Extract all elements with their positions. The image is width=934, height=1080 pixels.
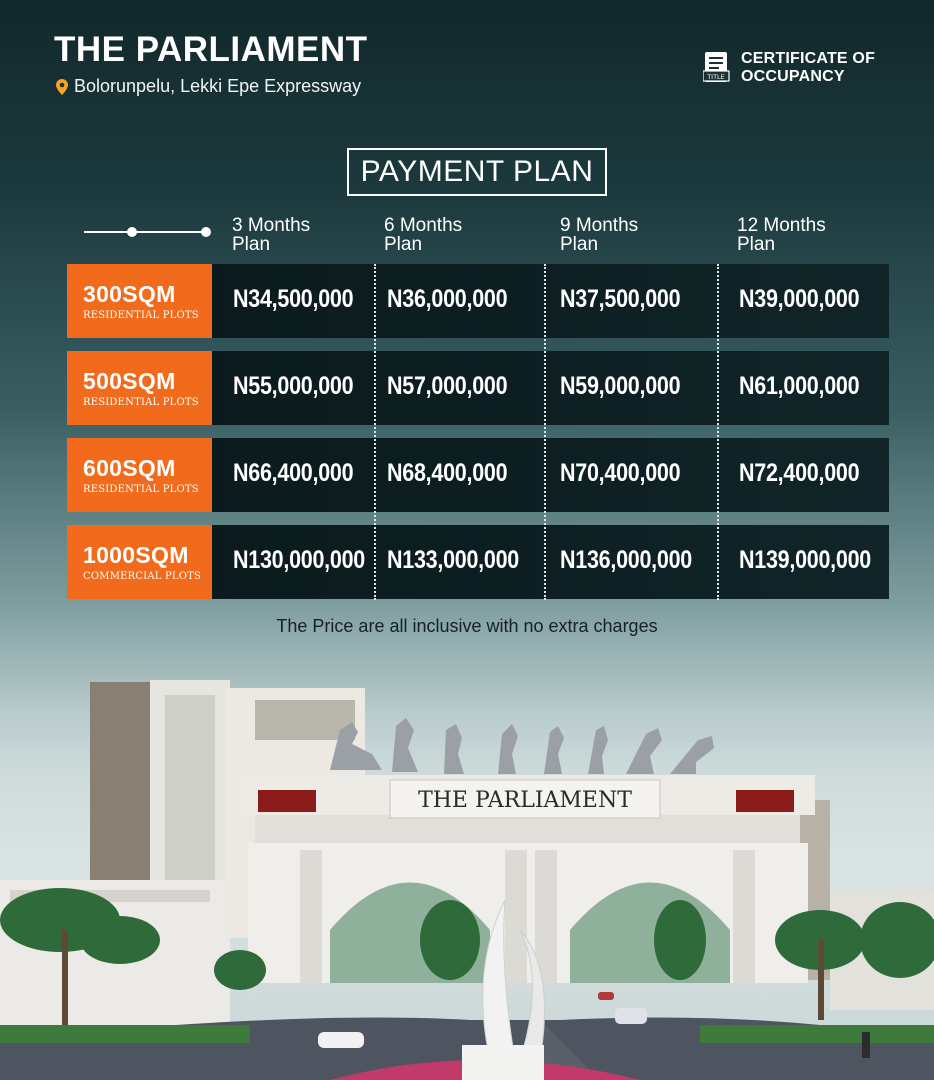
map-pin-icon — [56, 79, 68, 95]
plot-type: RESIDENTIAL PLOTS — [83, 310, 199, 321]
price-cell: N66,400,000 — [233, 459, 354, 487]
price-cell: N133,000,000 — [387, 546, 519, 574]
plot-label — [67, 264, 212, 338]
payment-plan-title: PAYMENT PLAN — [347, 148, 607, 196]
location-line — [56, 76, 361, 97]
column-header-12-months — [737, 216, 826, 254]
price-row-600sqm — [67, 438, 889, 512]
price-cell: N57,000,000 — [387, 372, 508, 400]
plot-label — [67, 438, 212, 512]
certificate-line-1: CERTIFICATE OF — [741, 50, 876, 67]
plot-label — [67, 351, 212, 425]
column-divider — [374, 264, 376, 600]
column-header-3-months — [232, 216, 310, 254]
certificate-text — [741, 50, 875, 86]
plot-type: COMMERCIAL PLOTS — [83, 571, 202, 582]
plot-type: RESIDENTIAL PLOTS — [83, 484, 199, 495]
price-cell: N59,000,000 — [560, 372, 681, 400]
price-cell: N34,500,000 — [233, 285, 354, 313]
estate-gate-illustration — [0, 640, 934, 1080]
price-cell: N70,400,000 — [560, 459, 681, 487]
column-header-line: Plan — [737, 234, 776, 255]
column-header-line: 9 Months — [560, 215, 639, 236]
column-divider — [544, 264, 546, 600]
price-cell: N130,000,000 — [233, 546, 365, 574]
plot-size: 1000SQM — [83, 542, 189, 568]
price-row-300sqm — [67, 264, 889, 338]
gate-sign-text: THE PARLIAMENT — [418, 788, 632, 813]
column-header-line: Plan — [560, 234, 599, 255]
price-note: The Price are all inclusive with no extra charges — [276, 616, 658, 636]
price-cell: N37,500,000 — [560, 285, 681, 313]
column-header-line: 12 Months — [737, 215, 826, 236]
column-header-9-months — [560, 216, 638, 254]
timeline-decoration-icon — [84, 224, 214, 240]
price-cell: N39,000,000 — [739, 285, 860, 313]
price-cell: N68,400,000 — [387, 459, 508, 487]
plot-label — [67, 525, 212, 599]
column-divider — [717, 264, 719, 600]
price-cell: N36,000,000 — [387, 285, 508, 313]
column-header-line: 3 Months — [232, 215, 311, 236]
column-header-line: Plan — [384, 234, 423, 255]
location-text: Bolorunpelu, Lekki Epe Expressway — [74, 76, 362, 96]
price-row-500sqm — [67, 351, 889, 425]
plot-type: RESIDENTIAL PLOTS — [83, 397, 199, 408]
column-header-line: Plan — [232, 234, 271, 255]
column-header-line: 6 Months — [384, 215, 463, 236]
title-document-icon — [703, 51, 733, 85]
price-cell: N139,000,000 — [739, 546, 871, 574]
price-cell: N61,000,000 — [739, 372, 860, 400]
price-cell: N55,000,000 — [233, 372, 354, 400]
certificate-line-2: OCCUPANCY — [741, 68, 845, 85]
price-cell: N72,400,000 — [739, 459, 860, 487]
plot-size: 500SQM — [83, 368, 176, 394]
price-row-1000sqm — [67, 525, 889, 599]
price-cell: N136,000,000 — [560, 546, 692, 574]
title-icon-label: TITLE — [707, 73, 725, 81]
estate-title: THE PARLIAMENT — [54, 30, 368, 69]
plot-size: 600SQM — [83, 455, 176, 481]
plot-size: 300SQM — [83, 281, 176, 307]
column-header-6-months — [384, 216, 462, 254]
certificate-badge — [703, 50, 875, 86]
